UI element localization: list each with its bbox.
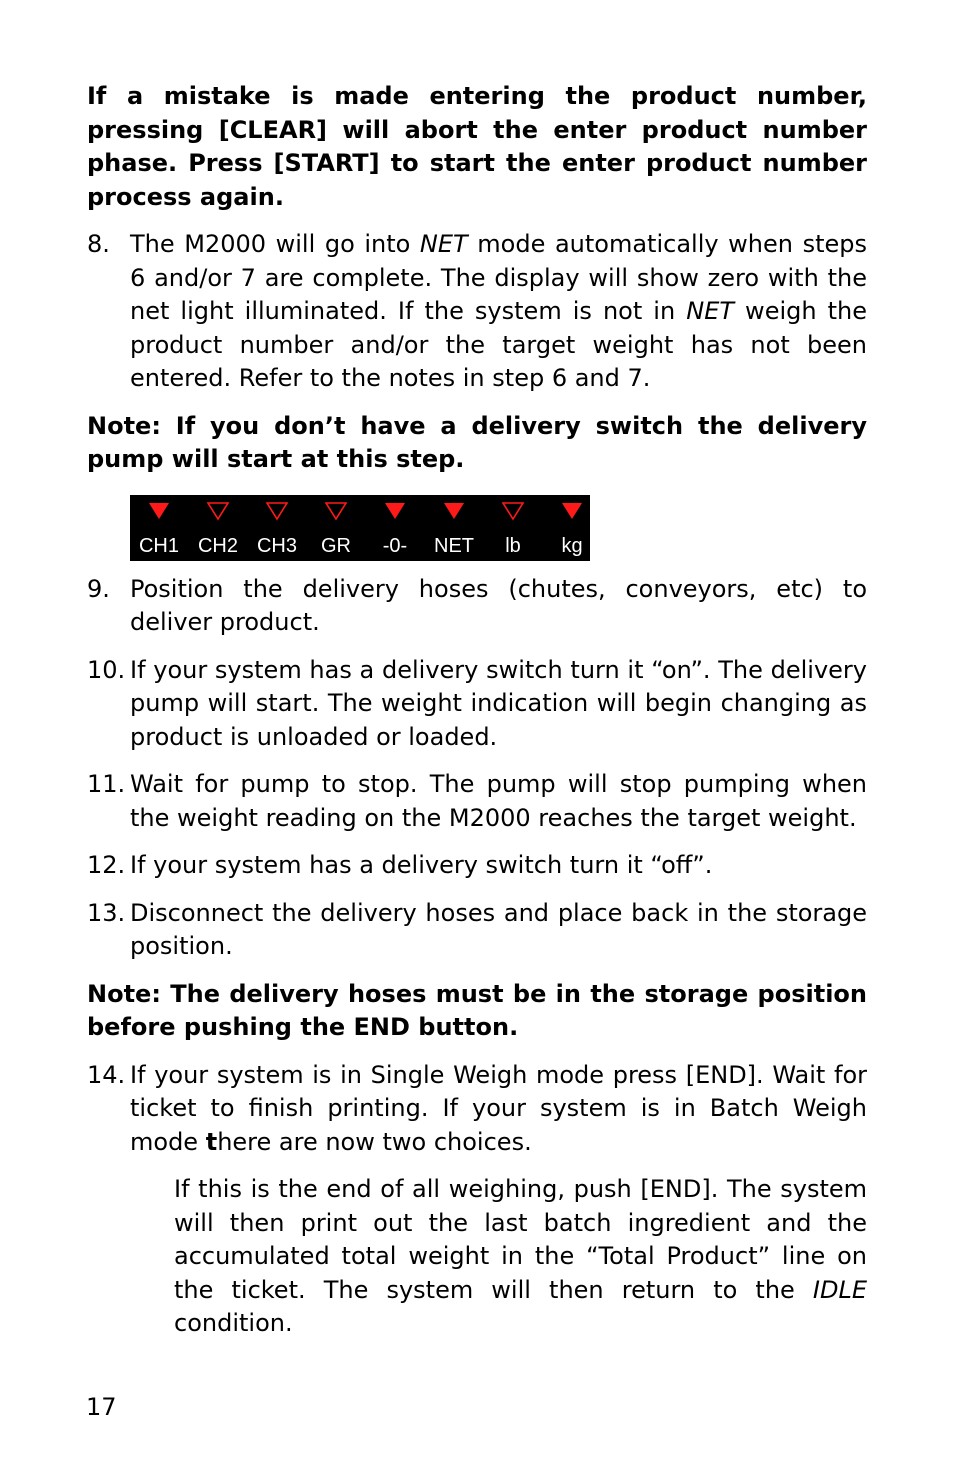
indicator-5	[425, 495, 483, 561]
net-mode-term: NET	[686, 297, 735, 325]
indicator-label: GR	[321, 534, 351, 557]
indicator-label: CH1	[138, 534, 179, 557]
step-number: 9.	[87, 574, 110, 603]
step-number: 12.	[87, 851, 126, 879]
indicator-2	[248, 495, 306, 561]
step-text: Disconnect the delivery hoses and place back in the storage position.	[130, 898, 867, 960]
choice-text-part: If this is the end of all weighing, push [END]. The system will then print out the last batch ingredient and the accumulated total weight in the “Total Product” line on the ticket. The system will then return to the	[174, 1175, 867, 1304]
indicator-7	[543, 495, 601, 561]
step-13	[87, 897, 867, 964]
unlit-triangle-icon	[265, 501, 289, 521]
unlit-triangle-icon	[206, 501, 230, 521]
note-delivery-switch: Note: If you don’t have a delivery switch the delivery pump will start at this step.	[87, 411, 867, 473]
indicator-6	[484, 495, 542, 561]
note-clear-abort: If a mistake is made entering the product number, pressing [CLEAR] will abort the enter product number phase. Press [START] to start the enter product number process again.	[87, 82, 867, 211]
step-number: 14.	[87, 1060, 126, 1089]
net-mode-term: NET	[419, 230, 468, 258]
step-11	[87, 768, 867, 835]
lit-triangle-icon	[383, 501, 407, 521]
step-text-part: The M2000 will go into	[130, 230, 420, 258]
step-text: Wait for pump to stop. The pump will stop pumping when the weight reading on the M2000 reaches the target weight.	[130, 770, 867, 832]
lit-triangle-icon	[147, 501, 171, 521]
idle-term: IDLE	[812, 1275, 867, 1304]
indicator-label: CH2	[197, 534, 238, 557]
indicator-label: -0-	[382, 534, 408, 557]
step-number: 10.	[87, 655, 126, 684]
step-9	[87, 573, 867, 640]
indicator-1	[189, 495, 247, 561]
step-8	[87, 228, 867, 396]
indicator-display-panel	[130, 495, 590, 561]
page-content	[87, 80, 867, 1341]
indicator-label: NET	[434, 534, 474, 557]
step-text-part: here are now two choices.	[217, 1127, 532, 1156]
indicator-label: lb	[505, 534, 521, 557]
note-storage-position: Note: The delivery hoses must be in the storage position before pushing the END button.	[87, 979, 867, 1041]
step-text: If your system has a delivery switch turn it “on”. The delivery pump will start. The weight indication will begin changing as product is unloaded or loaded.	[130, 655, 867, 751]
step-text-part: If your system is in Single Weigh mode press [END]. Wait for ticket to finish printing. If your system is in Batch Weigh mode	[130, 1060, 867, 1156]
indicator-0	[130, 495, 188, 561]
step-14	[87, 1059, 867, 1160]
indicator-label: kg	[561, 534, 583, 557]
step-text: If your system has a delivery switch turn it “off”.	[130, 851, 713, 879]
step-10	[87, 654, 867, 755]
lit-triangle-icon	[442, 501, 466, 521]
step-number: 13.	[87, 898, 126, 927]
step-text: Position the delivery hoses (chutes, conveyors, etc) to deliver product.	[130, 574, 867, 636]
indicator-label: CH3	[256, 534, 297, 557]
unlit-triangle-icon	[501, 501, 525, 521]
step-text	[130, 228, 867, 396]
step-14-choice-end	[174, 1173, 867, 1341]
step-12	[87, 849, 867, 883]
choice-text-part: condition.	[174, 1309, 293, 1337]
indicator-3	[307, 495, 365, 561]
step-text-part: weigh the product number and/or the target weight has not been entered. Refer to the notes in step 6 and 7.	[130, 297, 867, 392]
indicator-4	[366, 495, 424, 561]
page-number: 17	[86, 1393, 117, 1421]
bold-letter: t	[205, 1127, 218, 1156]
step-text	[130, 1059, 867, 1160]
step-number: 11.	[87, 770, 126, 798]
unlit-triangle-icon	[324, 501, 348, 521]
lit-triangle-icon	[560, 501, 584, 521]
step-number: 8.	[87, 230, 110, 258]
step-text-part: mode automatically when steps 6 and/or 7 are complete. The display will show zero with the net light illuminated. If the system is not in	[130, 230, 867, 325]
